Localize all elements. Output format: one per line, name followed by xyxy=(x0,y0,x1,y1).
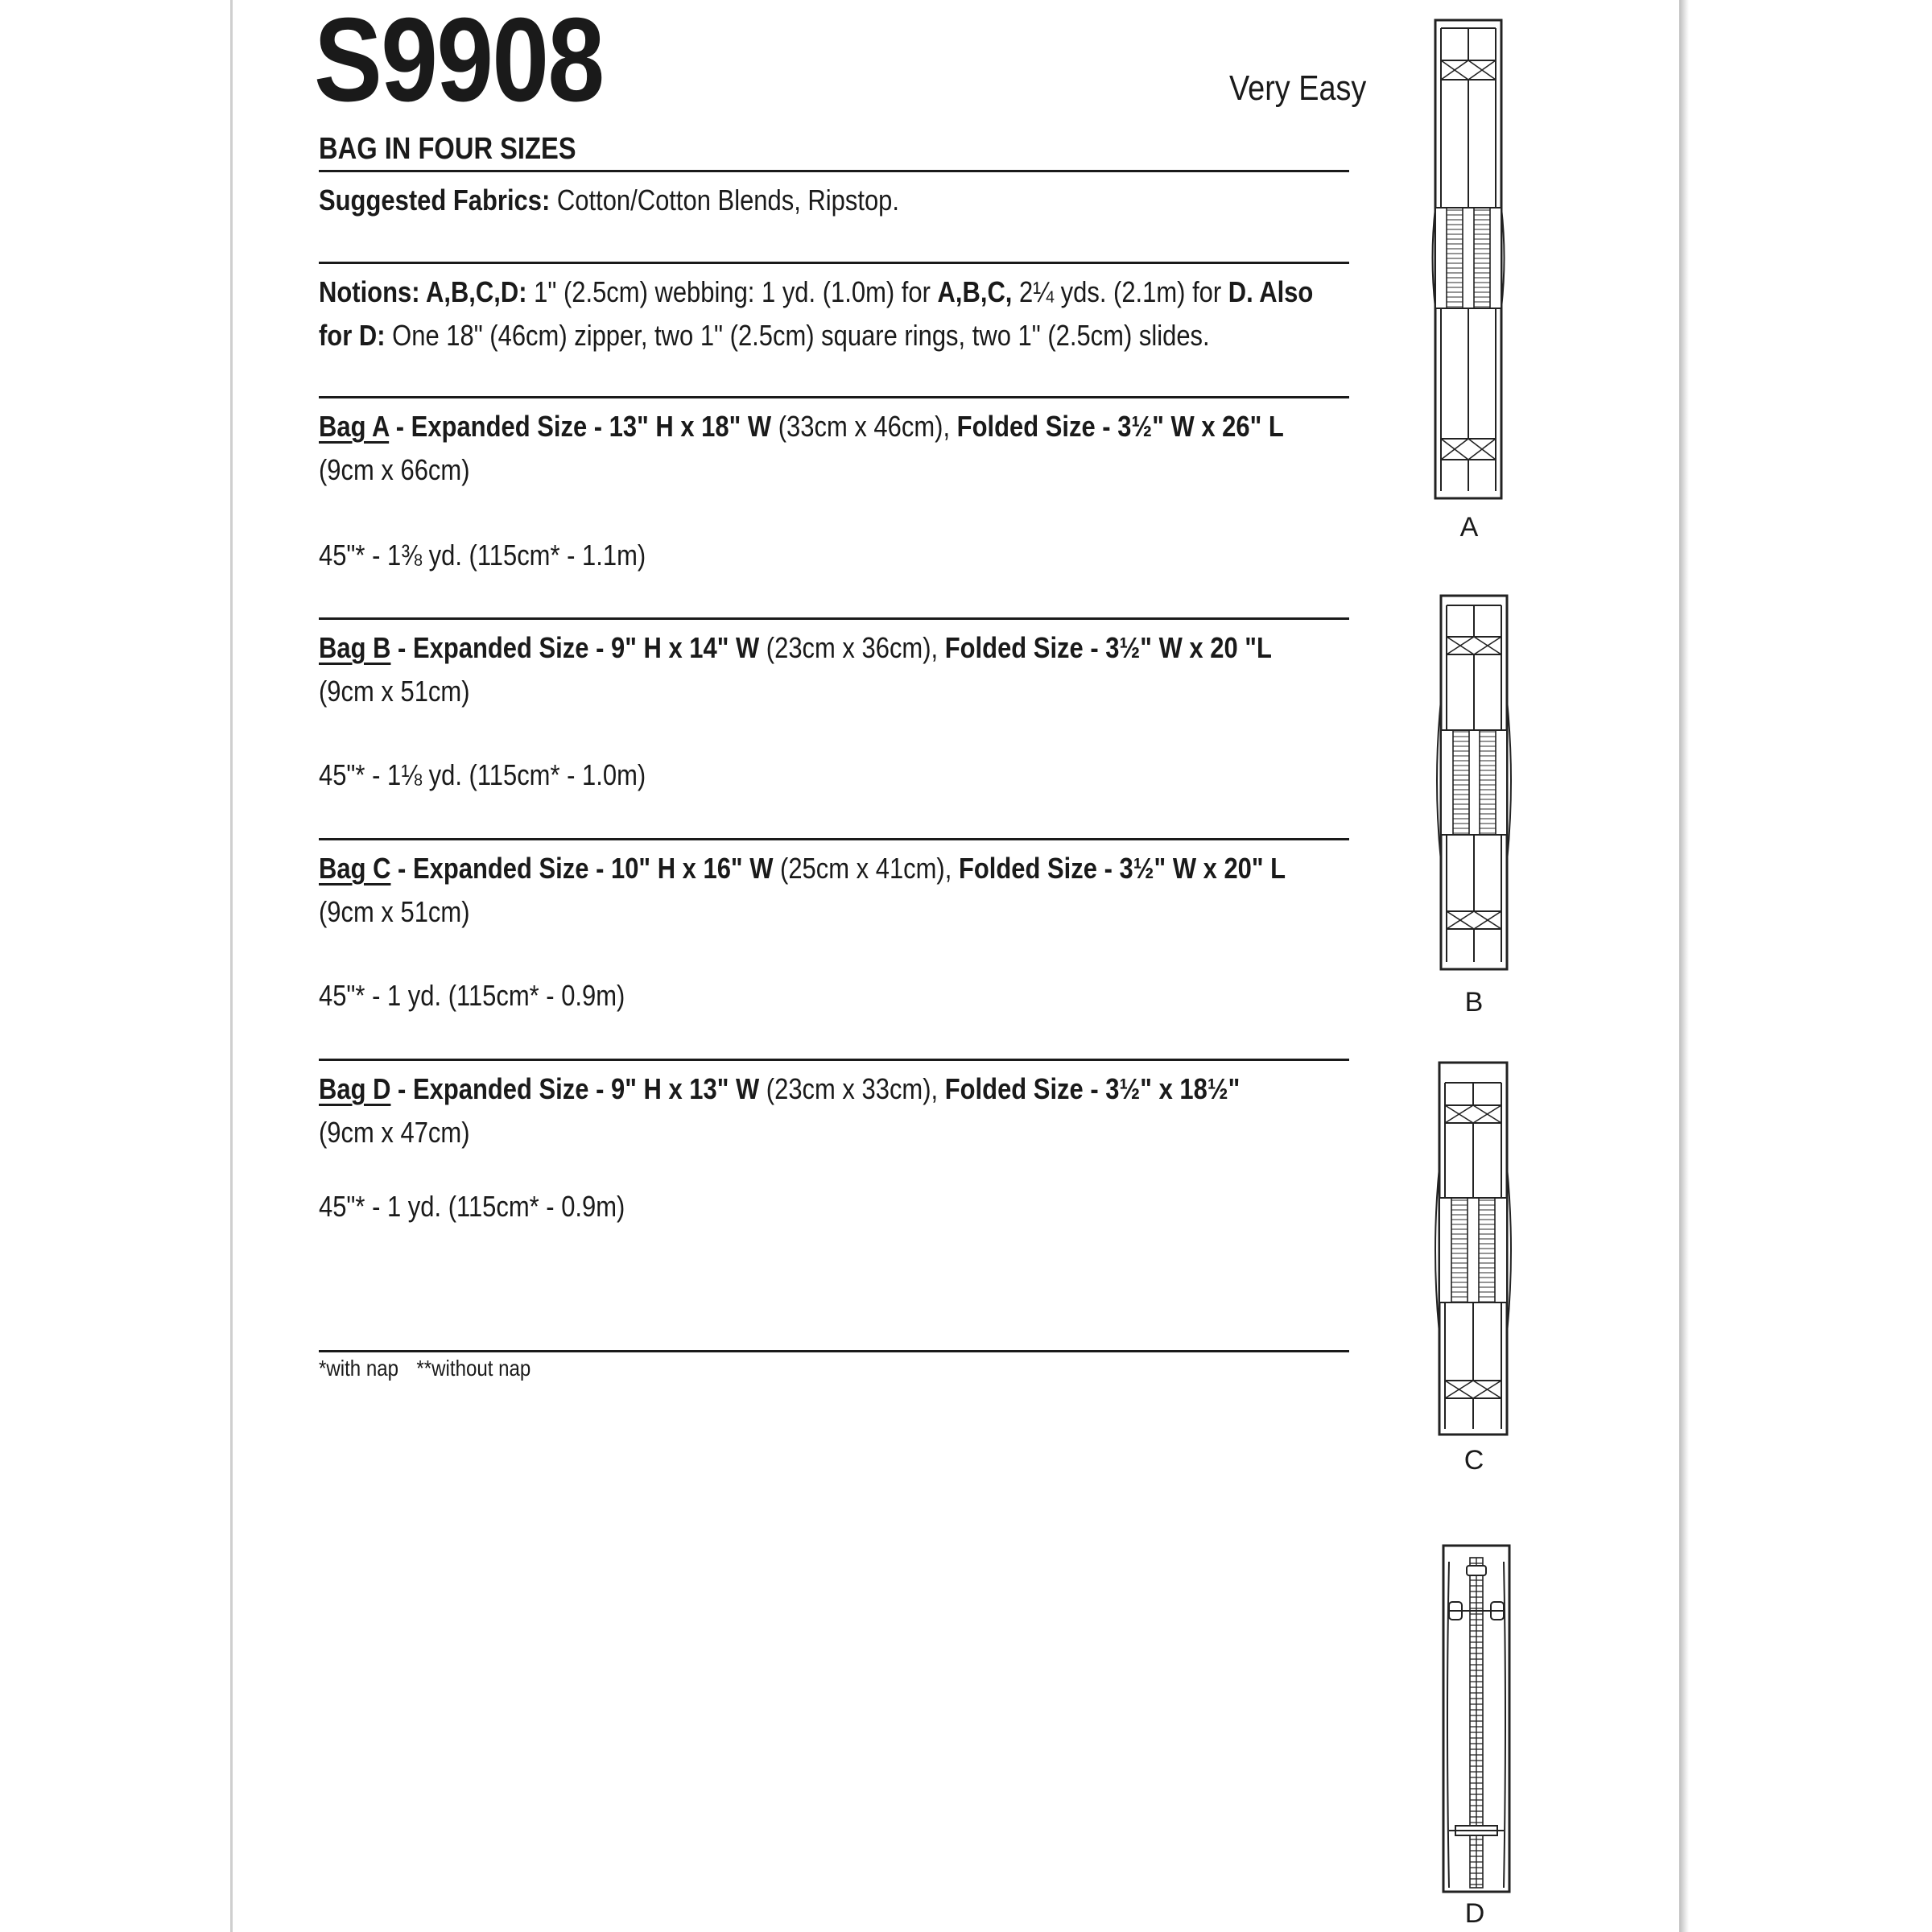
view-c-bag-illustration xyxy=(1435,1063,1511,1435)
bag-b-name: Bag B xyxy=(319,631,391,664)
bag-a-folded-metric: (9cm x 66cm) xyxy=(319,453,470,486)
bag-c-expanded-metric: (25cm x 41cm), xyxy=(773,852,959,885)
view-d-label: D xyxy=(1464,1898,1485,1929)
bag-a-name: Bag A xyxy=(319,410,390,443)
view-b-bag-illustration xyxy=(1437,596,1511,969)
notions-text: 1" (2.5cm) webbing: 1 yd. (1.0m) for xyxy=(526,275,938,308)
pattern-title: BAG IN FOUR SIZES xyxy=(319,132,576,166)
notions-text: 2¼ yds. (2.1m) for xyxy=(1012,275,1228,308)
notions-for-d: for D: xyxy=(319,319,386,352)
bag-a-yardage: 45"* - 1⅜ yd. (115cm* - 1.1m) xyxy=(319,539,646,572)
bag-a-folded: Folded Size - 3½" W x 26" L xyxy=(956,410,1284,443)
notions-label: Notions: A,B,C,D: xyxy=(319,275,527,308)
bag-d-expanded: - Expanded Size - 9" H x 13" W xyxy=(390,1072,760,1105)
bag-b-yardage: 45"* - 1⅛ yd. (115cm* - 1.0m) xyxy=(319,758,646,791)
bag-d-expanded-metric: (23cm x 33cm), xyxy=(759,1072,945,1105)
bag-b-folded: Folded Size - 3½" W x 20 "L xyxy=(944,631,1272,664)
bag-a-expanded: - Expanded Size - 13" H x 18" W xyxy=(389,410,772,443)
fabrics-label: Suggested Fabrics: xyxy=(319,184,551,217)
view-a-bag-illustration xyxy=(1433,20,1505,498)
bag-d-yardage: 45"* - 1 yd. (115cm* - 0.9m) xyxy=(319,1190,625,1223)
notions-views: A,B,C, xyxy=(937,275,1013,308)
footnote-with-nap: *with nap xyxy=(319,1356,399,1381)
bag-b-folded-metric: (9cm x 51cm) xyxy=(319,675,470,708)
bag-c-yardage: 45"* - 1 yd. (115cm* - 0.9m) xyxy=(319,979,625,1012)
view-b-label: B xyxy=(1464,987,1484,1018)
view-a-label: A xyxy=(1459,512,1479,543)
bag-d-folded: Folded Size - 3½" x 18½" xyxy=(944,1072,1241,1105)
bag-a-expanded-metric: (33cm x 46cm), xyxy=(771,410,957,443)
bag-d-name: Bag D xyxy=(319,1072,391,1105)
notions-text: One 18" (46cm) zipper, two 1" (2.5cm) square rings, two 1" (2.5cm) slides. xyxy=(385,319,1210,352)
difficulty-label: Very Easy xyxy=(1229,68,1367,108)
bag-c-name: Bag C xyxy=(319,852,391,885)
bag-c-folded: Folded Size - 3½" W x 20" L xyxy=(958,852,1286,885)
notions-also: D. Also xyxy=(1228,275,1314,308)
view-d-bag-illustration xyxy=(1443,1546,1509,1892)
view-c-label: C xyxy=(1463,1445,1484,1476)
bag-b-expanded: - Expanded Size - 9" H x 14" W xyxy=(390,631,760,664)
pattern-number: S9908 xyxy=(314,0,604,126)
footnote-without-nap: **without nap xyxy=(416,1356,531,1381)
bag-d-folded-metric: (9cm x 47cm) xyxy=(319,1116,470,1149)
fabrics-value: Cotton/Cotton Blends, Ripstop. xyxy=(550,184,899,217)
bag-b-expanded-metric: (23cm x 36cm), xyxy=(759,631,945,664)
bag-c-folded-metric: (9cm x 51cm) xyxy=(319,895,470,928)
bag-c-expanded: - Expanded Size - 10" H x 16" W xyxy=(390,852,774,885)
